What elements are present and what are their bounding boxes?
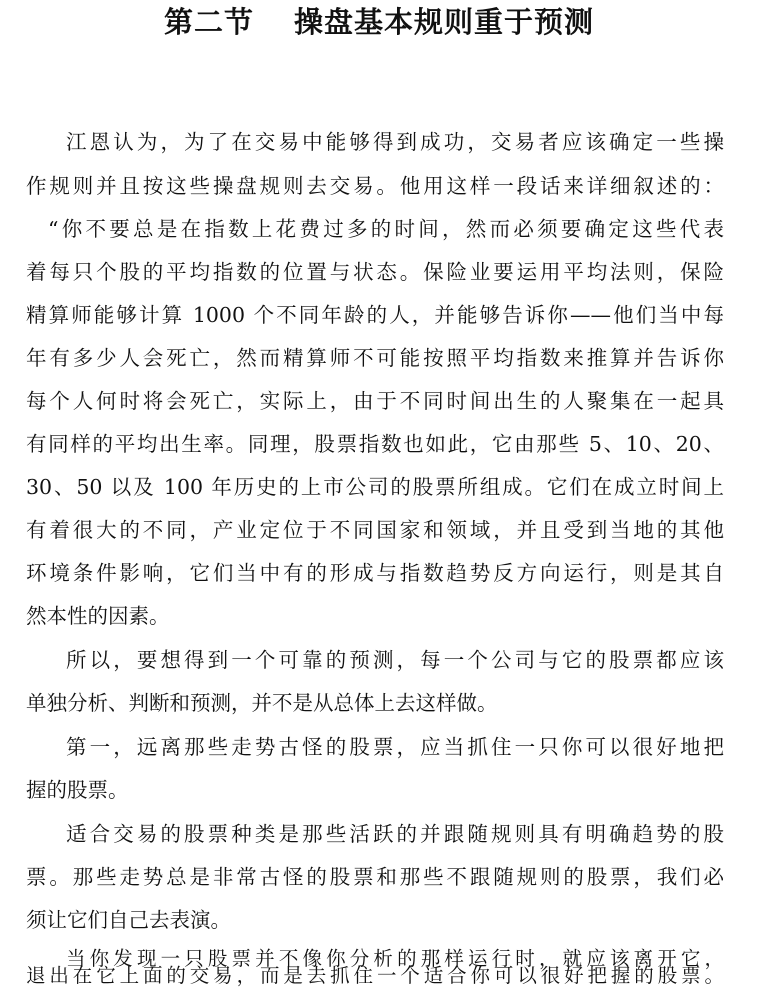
text-line: 票。那些走势总是非常古怪的股票和那些不跟随规则的股票，我们必	[26, 865, 724, 889]
text-line: 第一，远离那些走势古怪的股票，应当抓住一只你可以很好地把	[66, 735, 724, 759]
text-line: 适合交易的股票种类是那些活跃的并跟随规则具有明确趋势的股	[66, 822, 724, 846]
text-line: 每个人何时将会死亡，实际上，由于不同时间出生的人聚集在一起具	[26, 389, 724, 413]
text-line: 作规则并且按这些操盘规则去交易。他用这样一段话来详细叙述的：	[26, 174, 724, 198]
section-number: 第二节	[163, 5, 254, 39]
text-line: 30、50 以及 100 年历史的上市公司的股票所组成。它们在成立时间上	[26, 475, 724, 499]
text-line: 江恩认为，为了在交易中能够得到成功，交易者应该确定一些操	[66, 130, 724, 154]
text-line: 年有多少人会死亡，然而精算师不可能按照平均指数来推算并告诉你	[26, 346, 724, 370]
text-line: 有同样的平均出生率。同理，股票指数也如此，它由那些 5、10、20、	[26, 432, 724, 456]
text-line: 环境条件影响，它们当中有的形成与指数趋势反方向运行，则是其自	[26, 561, 724, 585]
page-title	[0, 2, 758, 42]
text-line: 退出在它上面的交易，而是去抓住一个适合你可以很好把握的股票。	[26, 964, 724, 987]
text-line: 有着很大的不同，产业定位于不同国家和领域，并且受到当地的其他	[26, 518, 724, 542]
text-line: “你不要总是在指数上花费过多的时间，然而必须要确定这些代表	[48, 217, 724, 241]
text-line: 握的股票。	[26, 778, 129, 802]
text-line: 须让它们自己去表演。	[26, 908, 231, 932]
text-line: 单独分析、判断和预测，并不是从总体上去这样做。	[26, 691, 498, 715]
text-line: 所以，要想得到一个可靠的预测，每一个公司与它的股票都应该	[66, 648, 724, 672]
section-heading: 操盘基本规则重于预测	[294, 5, 595, 39]
text-line: 当你发现一只股票并不像你分析的那样运行时，就应该离开它，	[66, 947, 724, 970]
text-line: 精算师能够计算 1000 个不同年龄的人，并能够告诉你——他们当中每	[26, 303, 724, 327]
text-line: 着每只个股的平均指数的位置与状态。保险业要运用平均法则，保险	[26, 260, 724, 284]
text-line: 然本性的因素。	[26, 604, 170, 628]
